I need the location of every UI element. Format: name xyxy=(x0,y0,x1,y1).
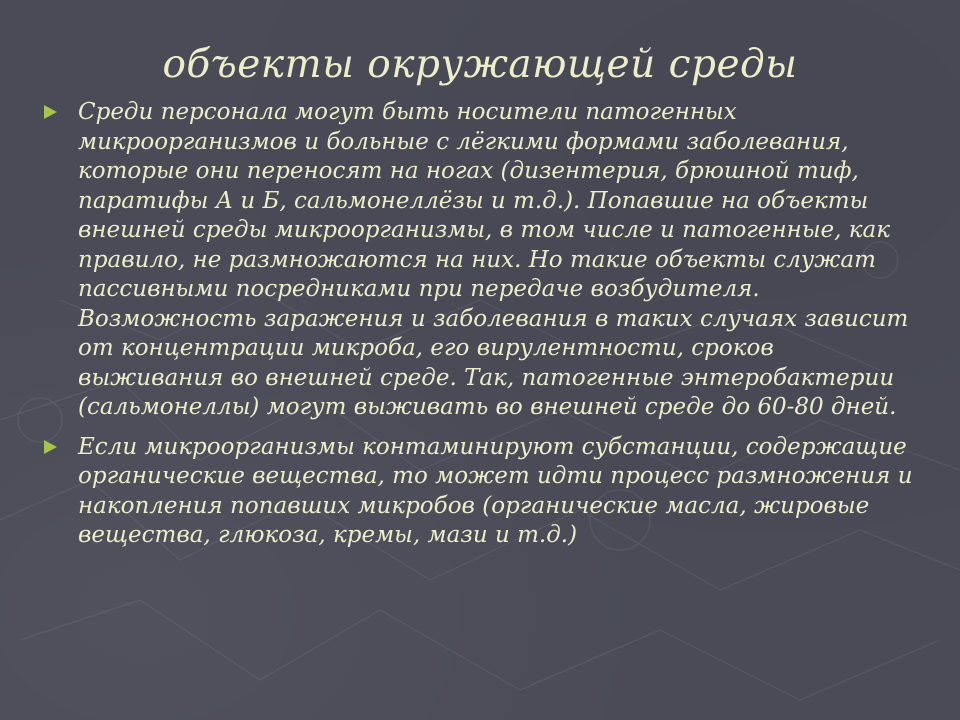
bullet-text: Если микроорганизмы контаминируют субстанции, содержащие органические вещества, то может идти процесс размножения и накопления попавших микробов (органические масла, жировые вещества, глюкоза, кремы, мази и т.д.) xyxy=(78,433,913,548)
bullet-list xyxy=(44,98,924,561)
triangle-bullet-icon xyxy=(44,105,57,119)
bullet-text: Среди персонала могут быть носители патогенных микроорганизмов и больные с лёгкими формами заболевания, которые они переносят на ногах (дизентерия, брюшной тиф, паратифы А и Б, сальмонеллёзы и т.д.). Попавшие на объекты внешней среды микроорганизмы, в том числе и патогенные, как правило, не размножаются на них. Но такие объекты служат пассивными посредниками при передаче возбудителя. Возможность заражения и заболевания в таких случаях зависит от концентрации микроба, его вирулентности, сроков выживания во внешней среде. Так, патогенные энтеробактерии (сальмонеллы) могут выживать во внешней среде до 60-80 дней. xyxy=(78,99,909,420)
bullet-item xyxy=(44,433,924,551)
slide-title: объекты окружающей среды xyxy=(162,42,798,87)
bullet-item xyxy=(44,98,924,423)
triangle-bullet-icon xyxy=(44,440,57,454)
